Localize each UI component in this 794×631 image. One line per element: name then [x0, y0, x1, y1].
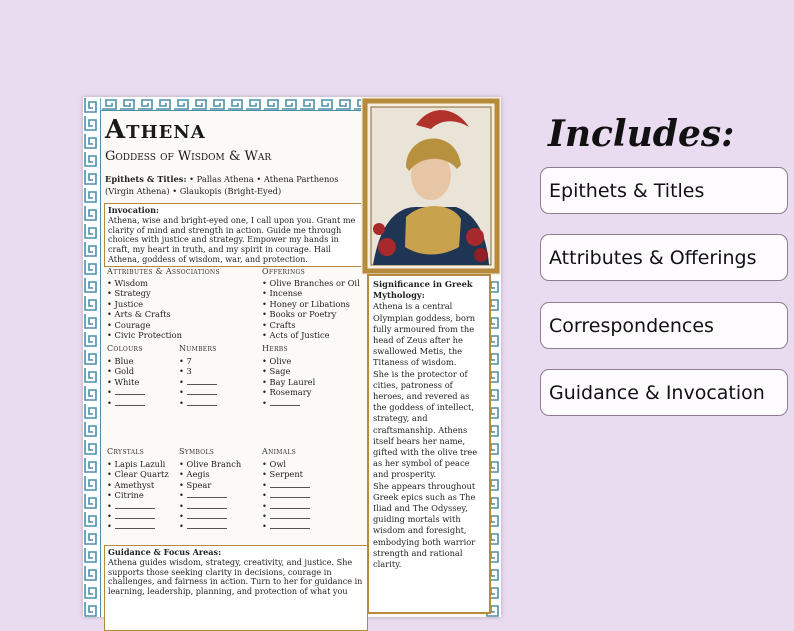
- list-item: • Spear: [179, 480, 241, 490]
- list-item: • 7: [179, 356, 217, 366]
- list-item: • Olive Branch: [179, 459, 241, 469]
- list-item: • 3: [179, 366, 217, 376]
- list-item: • Olive: [262, 356, 315, 366]
- blank-line-item: [107, 398, 145, 408]
- list-item: • Gold: [107, 366, 145, 376]
- guidance-box: [104, 545, 368, 631]
- list-item: • Justice: [107, 299, 182, 309]
- includes-item-attributes: Attributes & Offerings: [540, 234, 788, 281]
- page-title: Athena: [105, 115, 206, 145]
- blank-line-item: [107, 511, 169, 521]
- blank-line-item: [179, 521, 241, 531]
- attributes-list: [107, 278, 182, 340]
- herbs-heading: Herbs: [262, 344, 288, 353]
- epithets-line: [105, 173, 357, 197]
- crystals-heading: Crystals: [107, 447, 145, 456]
- list-item: • White: [107, 377, 145, 387]
- blank-line-item: [107, 521, 169, 531]
- list-item: • Lapis Lazuli: [107, 459, 169, 469]
- significance-paragraph: She appears throughout Greek epics such as The Iliad and The Odyssey, guiding mortals with wisdom and foresight, embodying both warrior strength and rational clarity.: [373, 480, 476, 570]
- blank-line-item: [179, 501, 241, 511]
- blank-line-item: [179, 490, 241, 500]
- offerings-list: [262, 278, 360, 340]
- offerings-heading: Offerings: [262, 267, 306, 276]
- blank-line-item: [262, 398, 315, 408]
- includes-item-epithets: Epithets & Titles: [540, 167, 788, 214]
- list-item: • Citrine: [107, 490, 169, 500]
- significance-paragraph: Athena is a central Olympian goddess, born fully armoured from the head of Zeus after he swallowed Metis, the Titaness of wisdom.: [373, 301, 476, 368]
- list-item: • Bay Laurel: [262, 377, 315, 387]
- attributes-heading: Attributes & Associations: [107, 267, 220, 276]
- epithets-text: • Pallas Athena • Athena Parthenos (Virgin Athena) • Glaukopis (Bright-Eyed): [105, 174, 339, 196]
- invocation-label: Invocation:: [108, 205, 160, 215]
- blank-line-item: [107, 501, 169, 511]
- list-item: • Incense: [262, 288, 360, 298]
- colours-heading: Colours: [107, 344, 143, 353]
- blank-line-item: [262, 511, 310, 521]
- includes-item-correspondences: Correspondences: [540, 302, 788, 349]
- animals-heading: Animals: [262, 447, 297, 456]
- list-item: • Honey or Libations: [262, 299, 360, 309]
- list-item: • Sage: [262, 366, 315, 376]
- athena-portrait-illustration: [361, 97, 501, 275]
- blank-line-item: [262, 490, 310, 500]
- list-item: • Books or Poetry: [262, 309, 360, 319]
- includes-item-guidance: Guidance & Invocation: [540, 369, 788, 416]
- numbers-heading: Numbers: [179, 344, 217, 353]
- guidance-label: Guidance & Focus Areas:: [108, 547, 222, 557]
- list-item: • Amethyst: [107, 480, 169, 490]
- list-item: • Blue: [107, 356, 145, 366]
- numbers-list: [179, 356, 217, 408]
- list-item: • Olive Branches or Oil: [262, 278, 360, 288]
- significance-label: Significance in Greek Mythology:: [373, 279, 473, 301]
- blank-line-item: [179, 377, 217, 387]
- symbols-heading: Symbols: [179, 447, 215, 456]
- guidance-text: Athena guides wisdom, strategy, creativity, and justice. She supports those seeking clarity in decisions, courage in challenges, and fairness in action. Turn to her for guidance in learning, leadership, planning, and protection of what you: [108, 556, 363, 597]
- blank-line-item: [179, 511, 241, 521]
- blank-line-item: [179, 387, 217, 397]
- list-item: • Aegis: [179, 469, 241, 479]
- crystals-list: [107, 459, 169, 532]
- list-item: • Strategy: [107, 288, 182, 298]
- list-item: • Rosemary: [262, 387, 315, 397]
- list-item: • Owl: [262, 459, 310, 469]
- list-item: • Arts & Crafts: [107, 309, 182, 319]
- animals-list: [262, 459, 310, 532]
- herbs-list: [262, 356, 315, 408]
- list-item: • Courage: [107, 320, 182, 330]
- blank-line-item: [107, 387, 145, 397]
- list-item: • Crafts: [262, 320, 360, 330]
- epithets-label: Epithets & Titles:: [105, 174, 187, 184]
- blank-line-item: [262, 480, 310, 490]
- invocation-box: [104, 203, 364, 267]
- list-item: • Serpent: [262, 469, 310, 479]
- colours-list: [107, 356, 145, 408]
- list-item: • Acts of Justice: [262, 330, 360, 340]
- blank-line-item: [262, 521, 310, 531]
- includes-heading: Includes:: [548, 113, 735, 155]
- blank-line-item: [262, 501, 310, 511]
- invocation-text: Athena, wise and bright-eyed one, I call upon you. Grant me clarity of mind and strength in action. Guide me through choices with justice and strategy. Empower my hands in craft, my heart in truth, and my spirit in courage. Hail Athena, goddess of wisdom, war, and protection.: [108, 214, 356, 264]
- greek-key-border-left: [83, 97, 101, 617]
- symbols-list: [179, 459, 241, 532]
- list-item: • Wisdom: [107, 278, 182, 288]
- list-item: • Clear Quartz: [107, 469, 169, 479]
- page-subtitle: Goddess of Wisdom & War: [105, 149, 272, 164]
- blank-line-item: [179, 398, 217, 408]
- significance-paragraph: She is the protector of cities, patroness of heroes, and revered as the goddess of intellect, strategy, and craftsmanship. Athens itself bears her name, gifted with the olive tree as her symbol of peace and prosperity.: [373, 368, 478, 480]
- list-item: • Civic Protection: [107, 330, 182, 340]
- significance-box: [367, 274, 491, 614]
